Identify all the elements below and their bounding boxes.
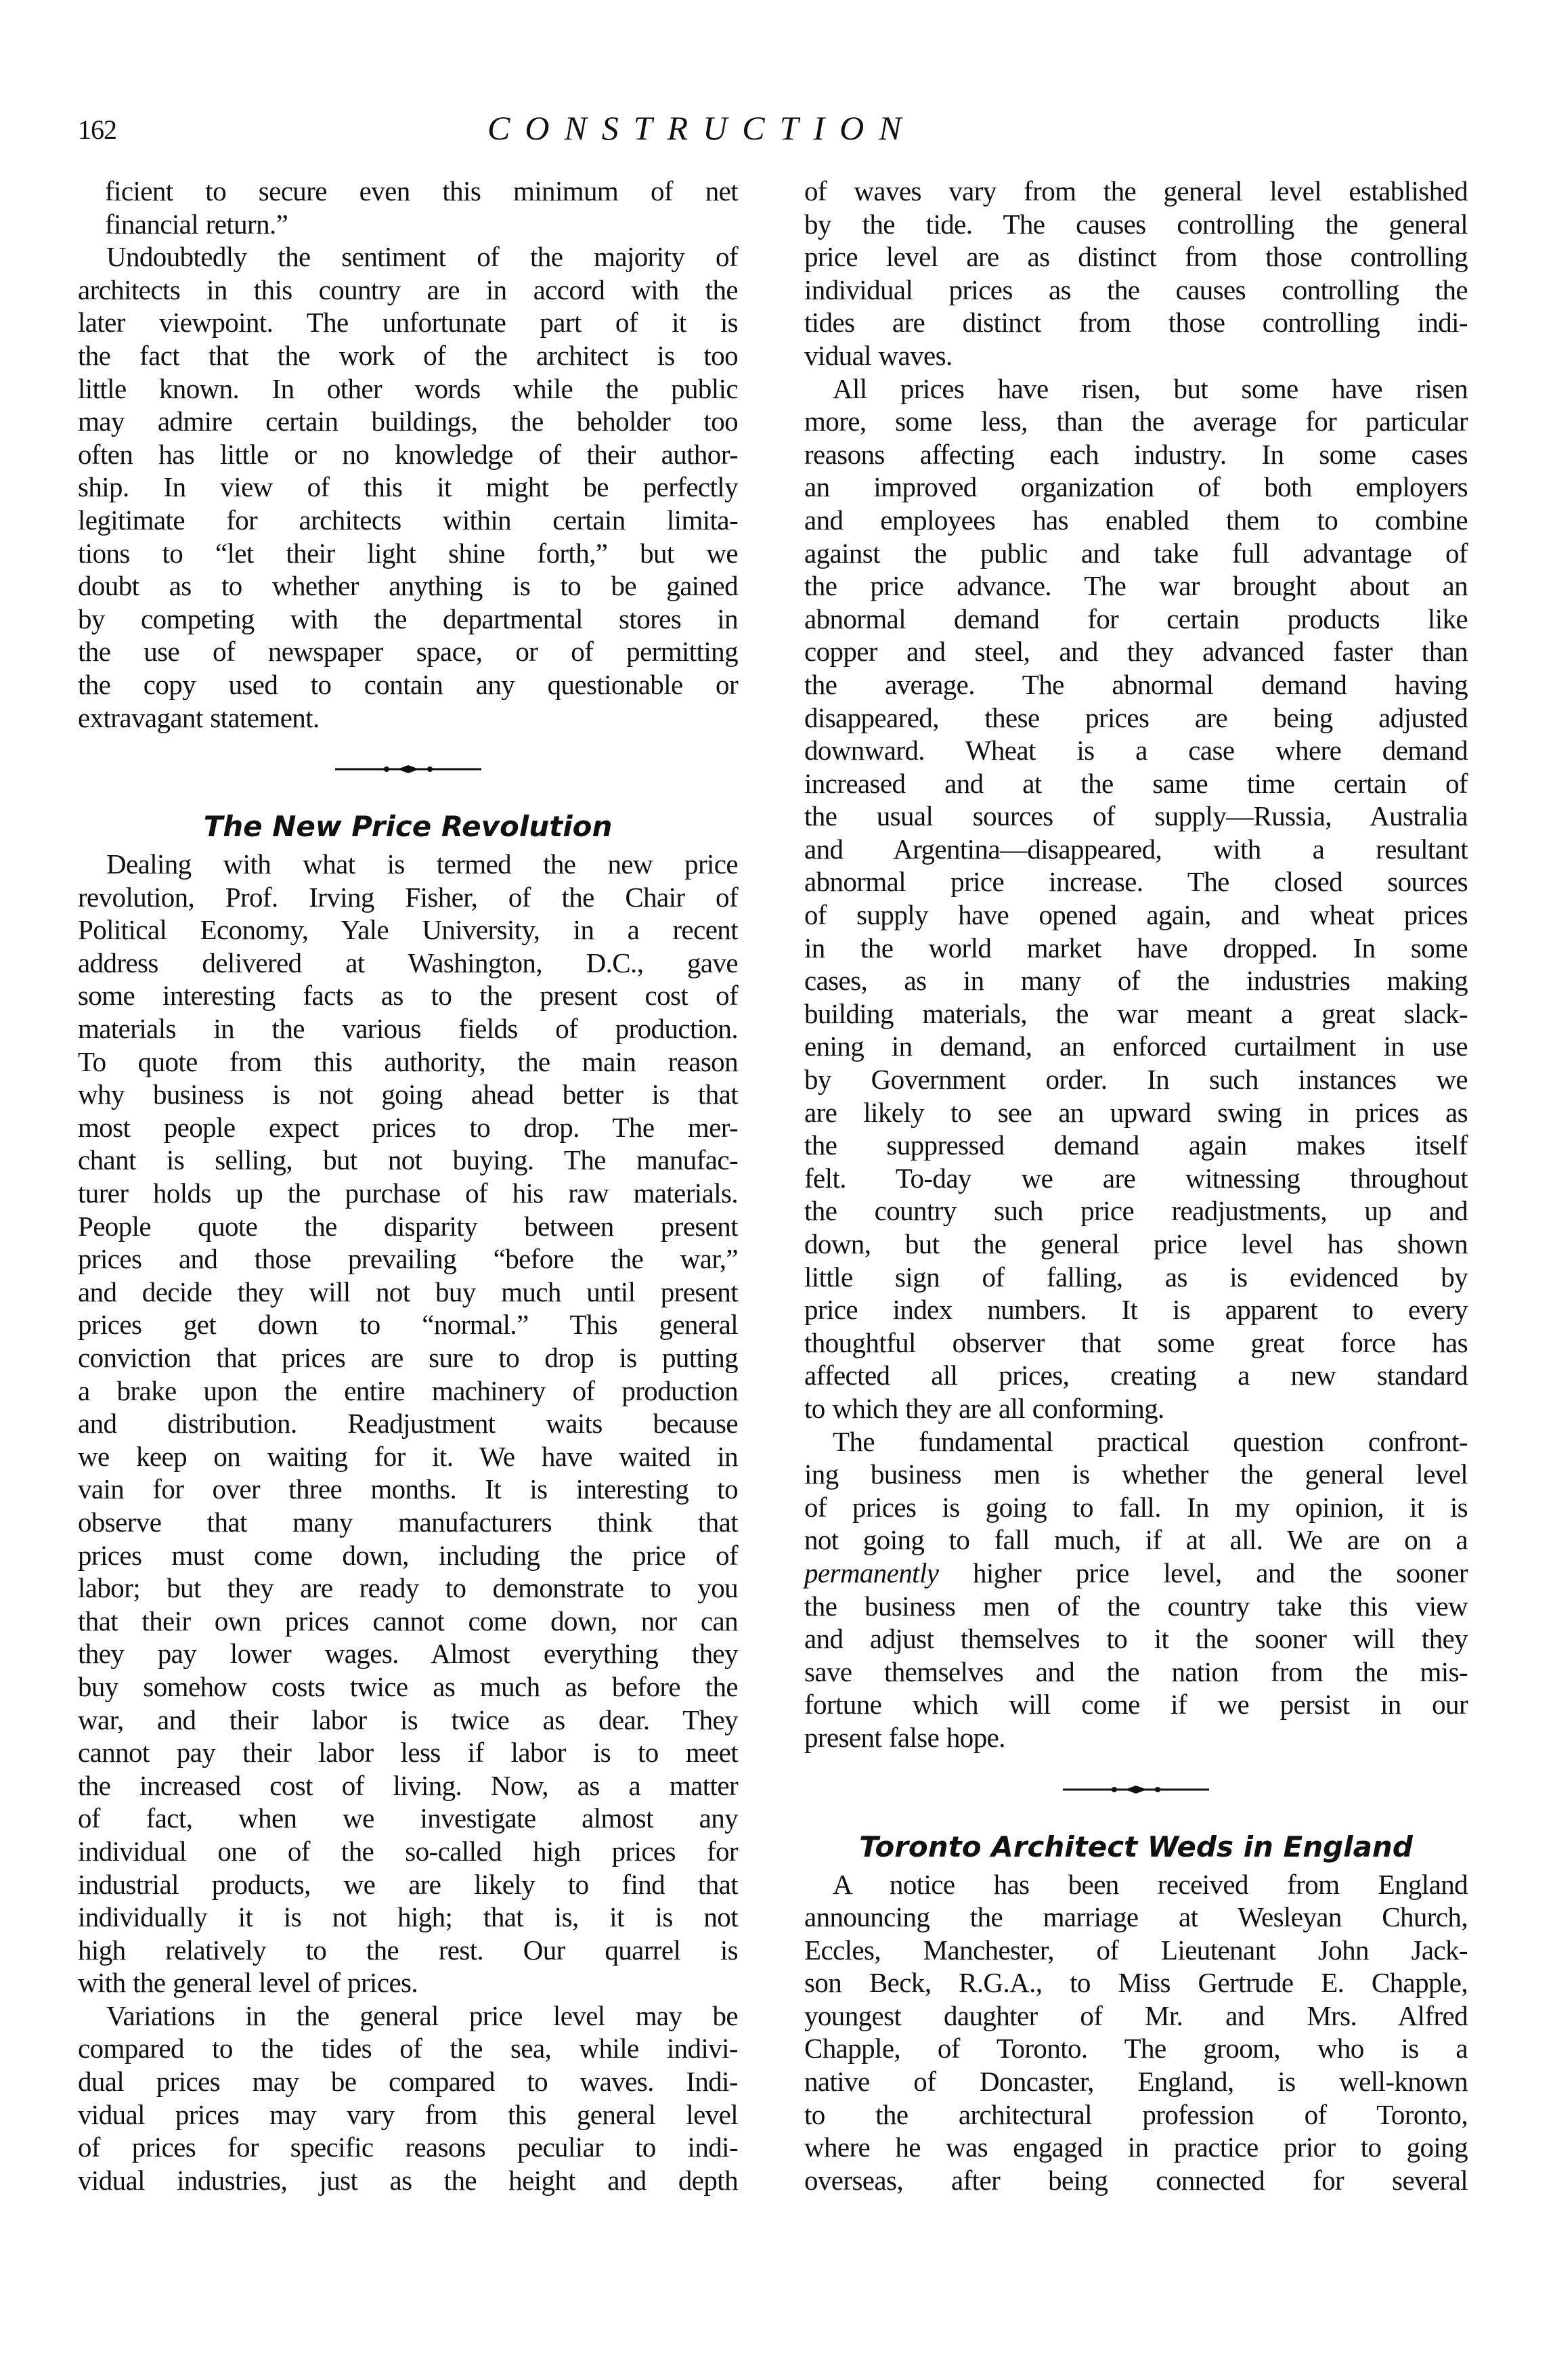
text-line: by competing with the departmental stores in	[78, 603, 738, 634]
text-line: Eccles, Manchester, of Lieutenant John Jack-	[804, 1934, 1468, 1966]
text-line: price index numbers. It is apparent to every	[804, 1294, 1468, 1326]
paragraph-wedding-notice	[804, 1868, 1468, 2197]
running-head: CONSTRUCTION	[487, 109, 917, 147]
text-line: observe that many manufacturers think that	[78, 1506, 738, 1538]
text-line: address delivered at Washington, D.C., gave	[78, 947, 738, 978]
text-line: Undoubtedly the sentiment of the majority of	[106, 241, 738, 273]
text-line: a brake upon the entire machinery of production	[78, 1375, 738, 1406]
text-line: not going to fall much, if at all. We are on a	[804, 1524, 1468, 1556]
emphasis-permanently: permanently	[804, 1557, 939, 1588]
text-line: prices must come down, including the price of	[78, 1539, 738, 1571]
paragraph-all-prices	[804, 372, 1468, 1425]
text-line: vidual industries, just as the height and depth	[78, 2164, 738, 2196]
text-line: compared to the tides of the sea, while indivi-	[78, 2033, 738, 2064]
text-line: copper and steel, and they advanced faster than	[804, 636, 1468, 668]
text-line: they pay lower wages. Almost everything they	[78, 1638, 738, 1670]
text-line: ficient to secure even this minimum of net	[105, 175, 738, 207]
text-line: the increased cost of living. Now, as a matter	[78, 1769, 738, 1801]
text-line: individually it is not high; that is, it is not	[78, 1901, 738, 1933]
ornamental-divider	[804, 1769, 1468, 1810]
text-line: ship. In view of this it might be perfectly	[78, 471, 738, 503]
text-line: the copy used to contain any questionable or	[78, 668, 738, 700]
text-line: tides are distinct from those controlling indi-	[804, 307, 1468, 339]
text-line: by the tide. The causes controlling the general	[804, 208, 1468, 240]
text-line: we keep on waiting for it. We have waited in	[78, 1440, 738, 1472]
text-line: save themselves and the nation from the mis-	[804, 1656, 1468, 1687]
text-line: that their own prices cannot come down, nor can	[78, 1605, 738, 1637]
text-line: increased and at the same time certain of	[804, 767, 1468, 799]
text-line: more, some less, than the average for particular	[804, 406, 1468, 437]
ornamental-rule-icon	[1063, 1785, 1209, 1794]
text-line: chant is selling, but not buying. The manufac-	[78, 1144, 738, 1176]
text-line: downward. Wheat is a case where demand	[804, 735, 1468, 766]
text-line: affected all prices, creating a new standard	[804, 1360, 1468, 1391]
text-line: felt. To-day we are witnessing throughout	[804, 1162, 1468, 1194]
text-line: cannot pay their labor less if labor is to meet	[78, 1737, 738, 1769]
ornamental-divider	[78, 749, 738, 789]
text-line: where he was engaged in practice prior to going	[804, 2132, 1468, 2163]
text-line: may admire certain buildings, the beholder too	[78, 406, 738, 437]
paragraph-price-revolution	[78, 848, 738, 1999]
ornamental-rule-icon	[335, 764, 481, 774]
paragraph-waves	[804, 175, 1468, 372]
text-line: Political Economy, Yale University, in a recent	[78, 914, 738, 946]
text-line: doubt as to whether anything is to be gained	[78, 570, 738, 602]
text-line: against the public and take full advantage of	[804, 537, 1468, 569]
text-line: youngest daughter of Mr. and Mrs. Alfred	[804, 1999, 1468, 2031]
text-line: turer holds up the purchase of his raw materials.	[78, 1177, 738, 1209]
text-line: the country such price readjustments, up and	[804, 1195, 1468, 1227]
text-line: an improved organization of both employers	[804, 471, 1468, 503]
text-line: little sign of falling, as is evidenced by	[804, 1261, 1468, 1293]
text-line: People quote the disparity between present	[78, 1210, 738, 1242]
text-line: and employees has enabled them to combine	[804, 504, 1468, 536]
text-line: Variations in the general price level may be	[106, 1999, 738, 2031]
text-line: reasons affecting each industry. In some cases	[804, 438, 1468, 470]
text-line: materials in the various fields of production.	[78, 1013, 738, 1045]
text-line: labor; but they are ready to demonstrate to you	[78, 1572, 738, 1604]
text-line: the use of newspaper space, or of permitting	[78, 636, 738, 668]
text-line: individual prices as the causes controlling the	[804, 274, 1468, 305]
text-line: The fundamental practical question confront-	[833, 1425, 1468, 1457]
text-line: the average. The abnormal demand having	[804, 668, 1468, 700]
text-line: abnormal price increase. The closed sources	[804, 866, 1468, 898]
text-line: extravagant statement.	[78, 701, 320, 733]
text-line: tions to “let their light shine forth,” but we	[78, 537, 738, 569]
text-line: A notice has been received from England	[833, 1868, 1468, 1900]
text-fragment: higher price level, and the sooner	[938, 1557, 1468, 1588]
text-line: price level are as distinct from those controlling	[804, 241, 1468, 273]
text-line: revolution, Prof. Irving Fisher, of the Chair of	[78, 881, 738, 913]
text-line: dual prices may be compared to waves. Indi-	[78, 2066, 738, 2098]
text-line: fortune which will come if we persist in our	[804, 1689, 1468, 1721]
paragraph-fundamental-question	[804, 1425, 1468, 1754]
left-column	[78, 175, 738, 2197]
text-line: and distribution. Readjustment waits because	[78, 1408, 738, 1440]
text-line: abnormal demand for certain products like	[804, 603, 1468, 634]
text-line: little known. In other words while the public	[78, 372, 738, 404]
text-line: and adjust themselves to it the sooner will they	[804, 1623, 1468, 1655]
text-line: architects in this country are in accord with the	[78, 274, 738, 305]
text-line: ening in demand, an enforced curtailment in use	[804, 1031, 1468, 1062]
text-line: to the architectural profession of Toronto,	[804, 2098, 1468, 2130]
text-line: and decide they will not buy much until present	[78, 1276, 738, 1307]
text-line: disappeared, these prices are being adjusted	[804, 701, 1468, 733]
text-line: thoughtful observer that some great force has	[804, 1326, 1468, 1358]
text-line: by Government order. In such instances we	[804, 1064, 1468, 1096]
text-line: of fact, when we investigate almost any	[78, 1802, 738, 1834]
text-line: conviction that prices are sure to drop is putting	[78, 1342, 738, 1373]
text-line: war, and their labor is twice as dear. They	[78, 1704, 738, 1735]
text-line: the fact that the work of the architect is too	[78, 339, 738, 371]
paragraph-variations	[78, 1999, 738, 2197]
section-title-price-revolution: The New Price Revolution	[203, 810, 613, 844]
text-line: the price advance. The war brought about an	[804, 570, 1468, 602]
text-line	[804, 1557, 1468, 1590]
text-line: industrial products, we are likely to find that	[78, 1868, 738, 1900]
text-line: later viewpoint. The unfortunate part of it is	[78, 307, 738, 339]
text-line: ing business men is whether the general level	[804, 1458, 1468, 1490]
text-line: why business is not going ahead better is that	[78, 1079, 738, 1110]
text-line: of supply have opened again, and wheat prices	[804, 899, 1468, 931]
text-line: native of Doncaster, England, is well-known	[804, 2066, 1468, 2098]
text-line: building materials, the war meant a great slack-	[804, 997, 1468, 1029]
right-column	[804, 175, 1468, 2197]
text-line: present false hope.	[804, 1721, 1005, 1753]
text-line: of prices for specific reasons peculiar to indi-	[78, 2132, 738, 2163]
text-line: To quote from this authority, the main reason	[78, 1045, 738, 1077]
text-line: of prices is going to fall. In my opinion, it is	[804, 1491, 1468, 1523]
text-line: vidual waves.	[804, 339, 953, 371]
text-line: son Beck, R.G.A., to Miss Gertrude E. Chapple,	[804, 1967, 1468, 1999]
text-line: most people expect prices to drop. The mer-	[78, 1111, 738, 1143]
text-line: prices get down to “normal.” This general	[78, 1309, 738, 1341]
text-line: announcing the marriage at Wesleyan Church,	[804, 1901, 1468, 1933]
text-line: overseas, after being connected for several	[804, 2164, 1468, 2196]
page-number: 162	[78, 114, 116, 145]
text-line: vidual prices may vary from this general level	[78, 2098, 738, 2130]
text-line: cases, as in many of the industries making	[804, 965, 1468, 997]
section-title-toronto-architect: Toronto Architect Weds in England	[859, 1830, 1413, 1863]
text-line: Chapple, of Toronto. The groom, who is a	[804, 2033, 1468, 2064]
text-line: legitimate for architects within certain limita-	[78, 504, 738, 536]
text-line: financial return.”	[105, 208, 288, 240]
text-line: Dealing with what is termed the new price	[106, 848, 738, 880]
text-line: of waves vary from the general level established	[804, 175, 1468, 207]
text-line: with the general level of prices.	[78, 1967, 418, 1999]
text-line: to which they are all conforming.	[804, 1392, 1164, 1424]
text-line: the usual sources of supply—Russia, Australia	[804, 800, 1468, 832]
text-line: high relatively to the rest. Our quarrel is	[78, 1934, 738, 1966]
text-line: down, but the general price level has shown	[804, 1228, 1468, 1259]
text-line: the suppressed demand again makes itself	[804, 1129, 1468, 1161]
text-line: buy somehow costs twice as much as before the	[78, 1670, 738, 1702]
text-line: and Argentina—disappeared, with a resultant	[804, 833, 1468, 865]
text-line: often has little or no knowledge of their author-	[78, 438, 738, 470]
text-line: are likely to see an upward swing in prices as	[804, 1096, 1468, 1128]
text-line: in the world market have dropped. In some	[804, 932, 1468, 964]
text-line: individual one of the so-called high prices for	[78, 1835, 738, 1867]
text-line: some interesting facts as to the present cost of	[78, 980, 738, 1012]
text-line: vain for over three months. It is interesting to	[78, 1473, 738, 1505]
text-line: All prices have risen, but some have risen	[833, 372, 1468, 404]
text-line: the business men of the country take this view	[804, 1590, 1468, 1622]
text-line: prices and those prevailing “before the war,”	[78, 1243, 738, 1275]
paragraph-architects	[78, 240, 738, 734]
